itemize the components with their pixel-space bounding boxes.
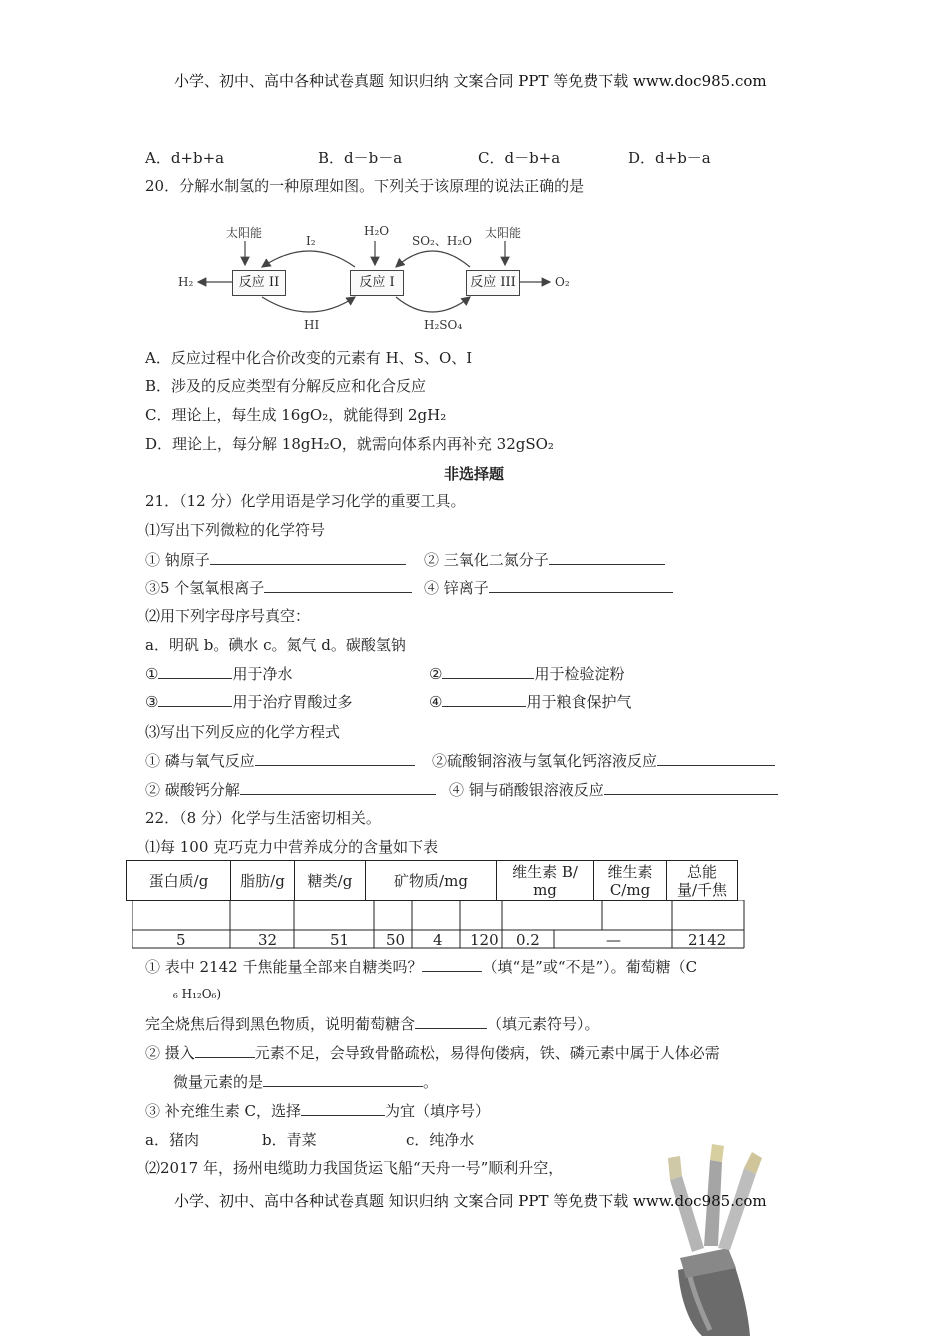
answer-blank[interactable] xyxy=(422,957,482,972)
text: 。 xyxy=(423,1073,439,1091)
q21-p3-row2a xyxy=(145,780,436,800)
label: ③5 个氢氧根离子 xyxy=(145,579,265,597)
page-header: 小学、初中、高中各种试卷真题 知识归纳 文案合同 PPT 等免费下载 www.doc985.com xyxy=(174,72,767,90)
q22-stem: 22．（8 分）化学与生活密切相关。 xyxy=(145,809,381,827)
label: 用于检验淀粉 xyxy=(534,665,625,683)
solar-label-right: 太阳能 xyxy=(485,226,522,240)
q22-s3-option-b: b．青菜 xyxy=(262,1131,317,1149)
label: ④ 铜与硝酸银溶液反应 xyxy=(449,781,604,799)
answer-blank[interactable] xyxy=(158,692,232,707)
value-protein: 5 xyxy=(176,931,186,949)
q21-p1-row2a xyxy=(145,578,412,598)
q22-s1-line1 xyxy=(145,957,697,977)
q19-option-c: C．d－b+a xyxy=(478,149,561,167)
label: ④ 锌离子 xyxy=(424,579,489,597)
header-line: mg xyxy=(533,880,557,899)
value-energy: 2142 xyxy=(688,931,727,949)
label: 用于治疗胃酸过多 xyxy=(232,693,353,711)
q22-part1: ⑴每 100 克巧克力中营养成分的含量如下表 xyxy=(145,838,439,856)
q19-option-d: D．d+b－a xyxy=(628,149,711,167)
text: 完全烧焦后得到黑色物质，说明葡萄糖含 xyxy=(145,1015,416,1033)
label: ① xyxy=(145,665,159,683)
q21-p3-row1b xyxy=(432,751,775,771)
text: （填“是”或“不是”）。葡萄糖（C xyxy=(482,958,698,976)
answer-blank[interactable] xyxy=(657,751,775,766)
header-line: 维生素 xyxy=(607,862,653,881)
q22-s3-option-a: a．猪肉 xyxy=(145,1131,199,1149)
header-vitamin-c xyxy=(594,861,667,901)
q22-s1-formula: ₆ H₁₂O₆) xyxy=(173,987,222,1001)
q20-option-b: B．涉及的反应类型有分解反应和化合反应 xyxy=(145,377,427,395)
header-protein: 蛋白质/g xyxy=(127,861,231,901)
h2so4-label: H₂SO₄ xyxy=(424,318,463,332)
label: ④ xyxy=(429,693,443,711)
section-title: 非选择题 xyxy=(444,465,505,483)
h2o-label: H₂O xyxy=(364,224,390,238)
hi-label: HI xyxy=(304,318,320,332)
text: ① 表中 2142 千焦能量全部来自糖类吗？ xyxy=(145,958,423,976)
q20-stem: 20．分解水制氢的一种原理如图。下列关于该原理的说法正确的是 xyxy=(145,177,585,195)
text: 元素不足，会导致骨骼疏松，易得佝偻病，铁、磷元素中属于人体必需 xyxy=(254,1044,720,1062)
value-vitamin-c: — xyxy=(606,931,621,949)
q21-stem: 21．（12 分）化学用语是学习化学的重要工具。 xyxy=(145,492,466,510)
answer-blank[interactable] xyxy=(442,664,534,679)
page-footer: 小学、初中、高中各种试卷真题 知识归纳 文案合同 PPT 等免费下载 www.doc985.com xyxy=(174,1192,767,1210)
q22-s3-line xyxy=(145,1101,490,1121)
q21-part3: ⑶写出下列反应的化学方程式 xyxy=(145,723,341,741)
hi-arc xyxy=(262,297,355,312)
q20-option-d: D．理论上，每分解 18gH₂O，就需向体系内再补充 32gSO₂ xyxy=(145,435,554,453)
q21-part2: ⑵用下列字母序号真空： xyxy=(145,607,311,625)
so2-h2o-label: SO₂、H₂O xyxy=(412,234,472,248)
answer-blank[interactable] xyxy=(210,550,406,565)
q21-p2-items: a．明矾 b。碘水 c。氮气 d。碳酸氢钠 xyxy=(145,636,406,654)
q22-s2-line1 xyxy=(145,1043,720,1063)
answer-blank[interactable] xyxy=(489,578,673,593)
header-line: 维生素 B/ xyxy=(512,862,578,881)
label: ① 磷与氧气反应 xyxy=(145,752,255,770)
label: 用于粮食保护气 xyxy=(526,693,632,711)
label: 用于净水 xyxy=(232,665,293,683)
answer-blank[interactable] xyxy=(301,1101,385,1116)
label: ② 碳酸钙分解 xyxy=(145,781,240,799)
q19-option-b: B．d－b－a xyxy=(318,149,403,167)
label: ① 钠原子 xyxy=(145,551,210,569)
q21-p3-row1a xyxy=(145,751,415,771)
header-fat: 脂肪/g xyxy=(231,861,295,901)
label: ② xyxy=(429,665,443,683)
value-mineral-1: 50 xyxy=(386,931,406,949)
cable-image xyxy=(640,1140,780,1340)
answer-blank[interactable] xyxy=(604,780,778,795)
answer-blank[interactable] xyxy=(264,578,412,593)
reaction-2-box: 反应 II xyxy=(232,270,286,296)
header-line: 总能 xyxy=(686,862,717,881)
o2-label: O₂ xyxy=(555,275,570,289)
header-minerals: 矿物质/mg xyxy=(366,861,497,901)
q22-s1-line2 xyxy=(145,1014,600,1034)
answer-blank[interactable] xyxy=(158,664,232,679)
header-line: C/mg xyxy=(609,880,651,899)
text: 为宜（填序号） xyxy=(385,1102,491,1120)
answer-blank[interactable] xyxy=(255,751,415,766)
q22-part2: ⑵2017 年，扬州电缆助力我国货运飞船“天舟一号”顺利升空， xyxy=(145,1159,564,1177)
text: ③ 补充维生素 C，选择 xyxy=(145,1102,302,1120)
q21-p1-row1b xyxy=(424,550,665,570)
q22-s3-option-c: c．纯净水 xyxy=(406,1131,475,1149)
q21-p2-row2a xyxy=(145,692,352,712)
text: （填元素符号）。 xyxy=(487,1015,600,1033)
q20-option-c: C．理论上，每生成 16gO₂，就能得到 2gH₂ xyxy=(145,406,447,424)
value-vitamin-b: 0.2 xyxy=(516,931,540,949)
answer-blank[interactable] xyxy=(240,780,436,795)
label: ② 三氧化二氮分子 xyxy=(424,551,549,569)
q21-p3-row2b xyxy=(449,780,778,800)
reaction-3-box: 反应 III xyxy=(466,270,520,296)
answer-blank[interactable] xyxy=(442,692,526,707)
solar-label-left: 太阳能 xyxy=(226,226,263,240)
value-mineral-3: 120 xyxy=(470,931,499,949)
value-mineral-2: 4 xyxy=(433,931,443,949)
i2-arc xyxy=(262,251,355,267)
h2so4-arc xyxy=(396,297,470,312)
answer-blank[interactable] xyxy=(263,1072,423,1087)
label: ②硫酸铜溶液与氢氧化钙溶液反应 xyxy=(432,752,658,770)
text: 微量元素的是 xyxy=(173,1073,264,1091)
q21-p1-row1a xyxy=(145,550,406,570)
q21-p2-row1b xyxy=(429,664,624,684)
so2-arc xyxy=(396,251,470,267)
h2-label: H₂ xyxy=(178,275,194,289)
q20-option-a: A．反应过程中化合价改变的元素有 H、S、O、I xyxy=(145,349,473,367)
header-sugar: 糖类/g xyxy=(295,861,366,901)
q21-p1-row2b xyxy=(424,578,673,598)
value-sugar: 51 xyxy=(330,931,350,949)
label: ③ xyxy=(145,693,159,711)
text: ② 摄入 xyxy=(145,1044,195,1062)
header-energy xyxy=(667,861,738,901)
q21-part1: ⑴写出下列微粒的化学符号 xyxy=(145,521,326,539)
value-fat: 32 xyxy=(258,931,278,949)
answer-blank[interactable] xyxy=(549,550,665,565)
q22-s2-line2 xyxy=(173,1072,438,1092)
nutrition-table xyxy=(126,860,738,901)
i2-label: I₂ xyxy=(306,234,316,248)
q21-p2-row1a xyxy=(145,664,292,684)
answer-blank[interactable] xyxy=(195,1043,255,1058)
q19-option-a: A．d+b+a xyxy=(145,149,225,167)
header-line: 量/千焦 xyxy=(676,880,728,899)
reaction-1-box: 反应 I xyxy=(350,270,404,296)
answer-blank[interactable] xyxy=(415,1014,487,1029)
header-vitamin-b xyxy=(497,861,594,901)
q21-p2-row2b xyxy=(429,692,631,712)
